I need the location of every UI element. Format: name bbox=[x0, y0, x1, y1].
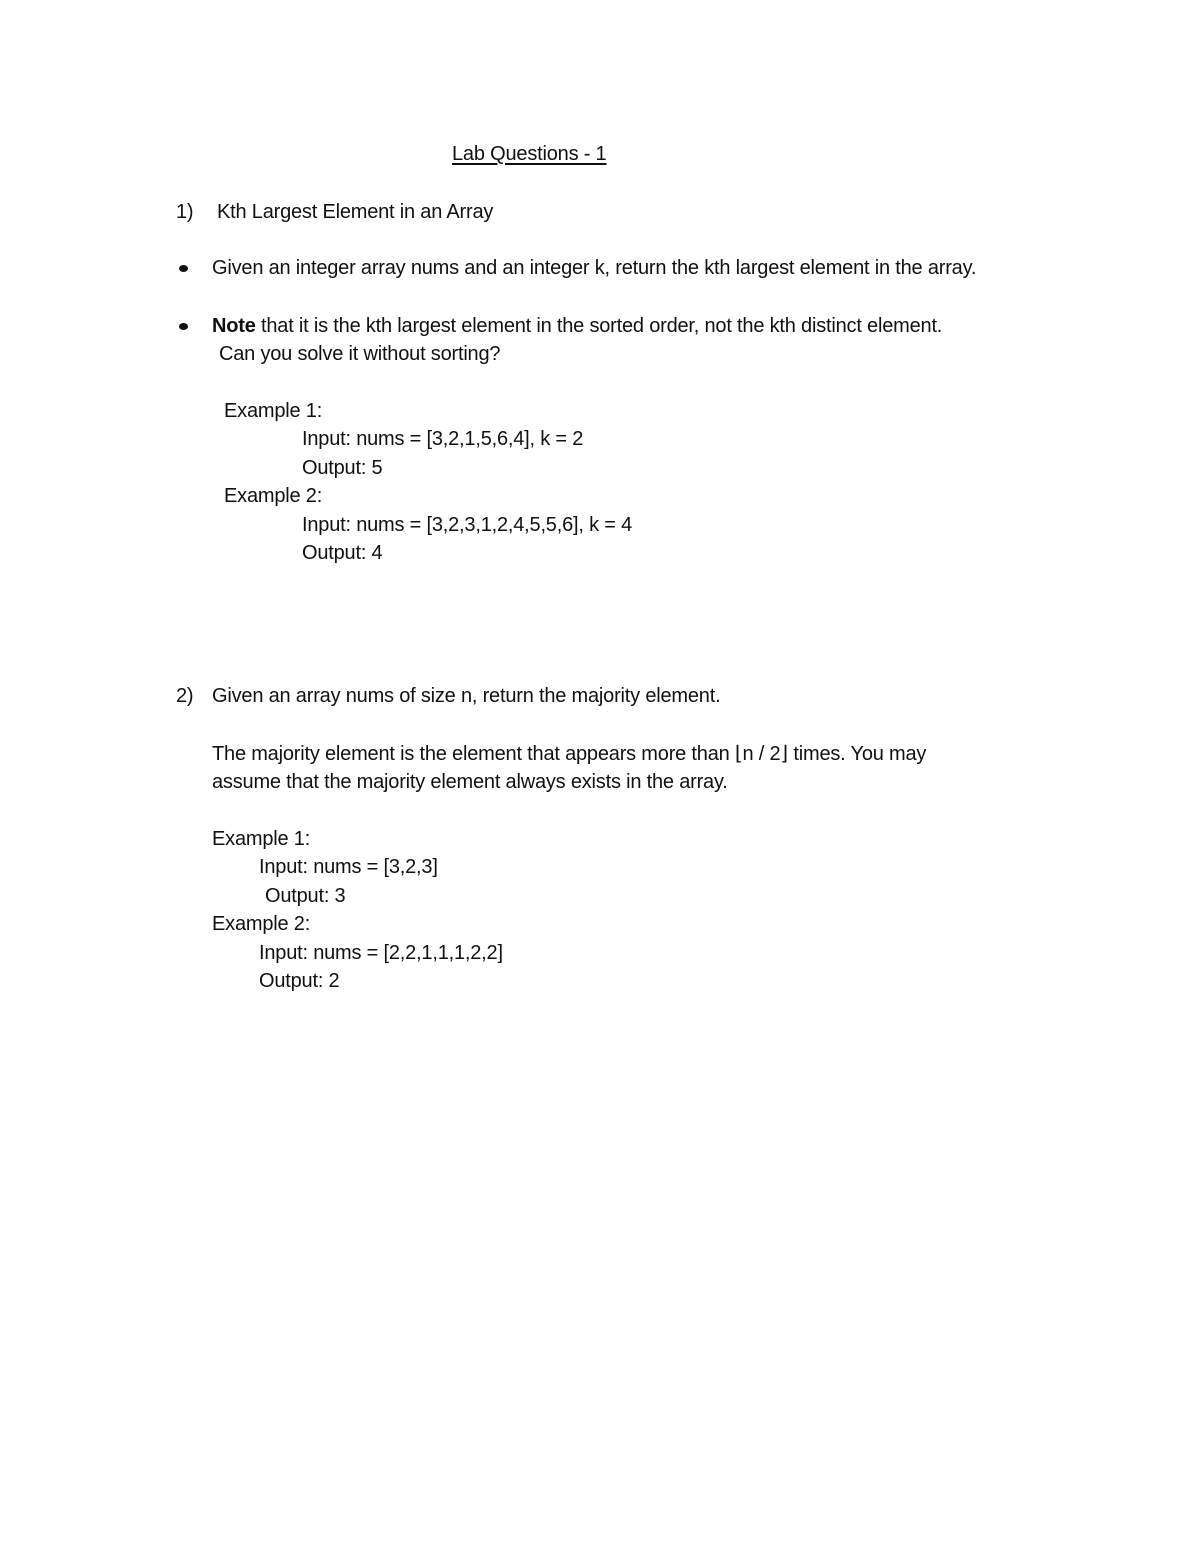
q2-example1-input: Input: nums = [3,2,3] bbox=[259, 856, 438, 878]
q1-example2-label: Example 2: bbox=[224, 485, 323, 507]
q1-heading: Kth Largest Element in an Array bbox=[217, 201, 494, 223]
q1-example2-output: Output: 4 bbox=[302, 542, 383, 564]
q2-heading: Given an array nums of size n, return the majority element. bbox=[212, 685, 721, 707]
q1-example1-label: Example 1: bbox=[224, 400, 323, 422]
q1-number: 1) bbox=[176, 201, 194, 223]
q2-desc-line2: assume that the majority element always exists in the array. bbox=[212, 771, 728, 793]
q1-bullet1: Given an integer array nums and an integer k, return the kth largest element in the array. bbox=[212, 257, 977, 279]
q2-example2-output: Output: 2 bbox=[259, 970, 340, 992]
q1-example2-input: Input: nums = [3,2,3,1,2,4,5,5,6], k = 4 bbox=[302, 514, 632, 536]
q1-example1-output: Output: 5 bbox=[302, 457, 383, 479]
q1-note bbox=[212, 312, 942, 340]
note-text: that it is the kth largest element in the sorted order, not the kth distinct element. bbox=[255, 315, 943, 337]
q2-number: 2) bbox=[176, 685, 194, 707]
note-label: Note bbox=[212, 315, 256, 337]
bullet-icon bbox=[179, 265, 188, 272]
q1-example1-input: Input: nums = [3,2,1,5,6,4], k = 2 bbox=[302, 428, 584, 450]
q2-example1-label: Example 1: bbox=[212, 828, 311, 850]
q2-example1-output: Output: 3 bbox=[265, 885, 346, 907]
q1-note-line2: Can you solve it without sorting? bbox=[219, 343, 501, 365]
q2-desc-line1: The majority element is the element that appears more than ⌊n / 2⌋ times. You may bbox=[212, 743, 927, 765]
q2-example2-label: Example 2: bbox=[212, 913, 311, 935]
q2-example2-input: Input: nums = [2,2,1,1,1,2,2] bbox=[259, 942, 503, 964]
page-title: Lab Questions - 1 bbox=[452, 143, 607, 165]
bullet-icon bbox=[179, 323, 188, 330]
